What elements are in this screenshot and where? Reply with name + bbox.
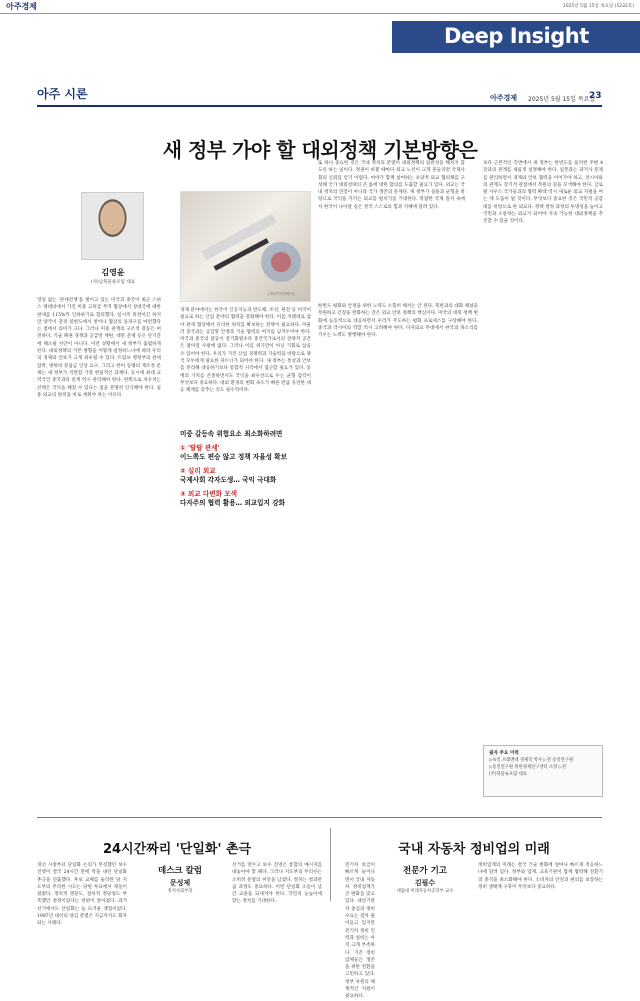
column-headline-left: 24시간짜리 '단일화' 촌극 [102,842,252,857]
issue-date: 2025년 5월 15일 목요일 [528,96,596,103]
highlight-lead: 미중 갈등속 위험요소 최소화하려면 [180,430,283,438]
highlight-text-3: 다자주의 협력 활용… 외교입지 강화 [180,499,285,507]
politics-globe-icon [181,192,312,303]
expert-author-affiliation: 대림대 미래자동차공학부 교수 [396,889,454,894]
highlight-text-2: 국제사회 각자도생… 국익 극대화 [180,476,277,484]
desk-author-name: 문성제 [169,879,191,887]
main-column-3: 한반도 평화와 안정을 위한 노력도 소홀히 해서는 안 된다. 북한과의 대화 채널을 복원하고 긴장을 완화하는 것은 외교 안보 정책의 핵심이다. 미국의 대북 정책 변화에 능동적으로 대응하면서 우리가 주도하는 평화 프로세스를 구상해야 한다. 중국과 러시아의 역할 역시 고려해야 한다. 다자외교 무대에서 한국의 목소리를 키우는 노력도 병행해야 한다. [318,304,478,339]
header-rule [37,105,602,107]
highlight-text-1: 이느쪽도 편승 않고 정책 자율성 확보 [180,453,288,461]
expert-column-label: 전문가 기고 [402,866,447,876]
desk-byline [135,878,225,901]
profile-line-3: (주)북물류포럼 대표 [489,772,527,778]
highlight-mark-1: ① '탈탈 관세' [180,444,220,452]
main-column-4: 또 하나 중요한 것은 국내 정치의 분열이 대외정책의 일관성을 해치지 않도록 하는 일이다. 정권이 바뀔 때마다 외교 노선이 크게 흔들리면 국제사회의 신뢰를 얻기 어렵다. 여야가 함께 참여하는 초당적 외교 협의체를 구성해 국가 대외전략의 큰 틀에 대한 합의를 도출할 필요가 있다. 외교는 국내 정치의 연장이 아니라 국가 생존의 문제다. 새 정부가 실용과 균형을 바탕으로 국익을 지키는 외교를 펼치기를 기대한다. 복잡한 국제 질서 속에서 한국이 나아갈 길은 결국 스스로의 힘과 지혜에 달려 있다. [318,161,465,210]
section-title: 아주 시론 [37,87,88,101]
profile-line-1: ▷독일 브레멘대 경제학 박사 ▷전 통일연구원 [489,758,574,764]
masthead [0,0,640,14]
left-column-2 [232,895,233,896]
masthead-date: 2025년 5월 15일 목요일 (5232호) [562,4,634,9]
highlight-box [180,430,311,508]
illustration-caption: [게티이미지뱅크] [268,292,295,296]
issue-brand: 아주경제 [490,94,518,102]
author-photo [81,192,144,260]
author-affiliation: (사)남북물류포럼 대표 [90,280,136,285]
illustration-image [180,191,311,302]
column-headline-right: 국내 자동차 정비업의 미래 [398,842,550,857]
left-column-1: 경선 시절부터 단일화 논의가 무성했던 보수 진영이 결국 24시간 만에 막을 내린 단일화 촌극을 연출했다. 후보 교체를 둘러싼 당 지도부의 무리한 시도는 당원 투표에서 제동이 걸렸다. 정치적 명분도, 절차적 정당성도 부족했던 결정이었다는 비판이 쏟아졌다. 과거 선거에서도 단일화는 늘 뜨거운 쟁점이었다. 1987년 대선의 양김 분열은 지금까지도 회자되는 사례다. [37,863,127,927]
author-profile-box [483,745,603,797]
expert-author-name: 김필수 [414,879,436,887]
column-divider [330,828,331,901]
author-name: 김영윤 [101,268,125,277]
right-column-3: 정비업계의 미래는 결국 기술 변화에 얼마나 빠르게 적응하느냐에 달려 있다. 정부와 업계, 교육기관이 함께 협력해 전환기의 충격을 최소화해야 한다. 소비자의 안전과 편의를 보장하는 정비 생태계 구축이 무엇보다 중요하다. [478,863,603,890]
main-column-1: 영일 없는 '관세전쟁'을 벌이고 있는 미국과 중국이 최근 스위스 제네바에서 가진 미중 고위급 무역 협상에서 상대국에 대한 관세를 115%씩 인하하기로 합의했다. 일시적 휴전이긴 하지만 양국이 강경 일변도에서 벗어나 협상의 돌파구를 마련했다는 점에서 의미가 크다. 그러나 미중 관계의 구조적 갈등은 여전하다. 기술 패권 경쟁과 공급망 재편, 대만 문제 등은 단기간에 해소될 사안이 아니다. 이런 상황에서 새 정부가 출범하게 된다. 대외정책의 기본 방향을 어떻게 설정하느냐에 따라 우리의 경제와 안보가 크게 좌우될 수 있다. 트럼프 행정부의 관세 압박, 방위비 분담금 인상 요구, 그리고 한미 동맹의 재조정 문제는 새 정부가 직면할 가장 현실적인 과제다. 동시에 최대 교역국인 중국과의 관계 역시 관리해야 한다. 한쪽으로 치우치는 선택은 국익을 해칠 수 있다는 점을 분명히 인식해야 한다. 실용 외교의 원칙을 바로 세워야 하는 이유다. [37,298,161,398]
right-column-2 [478,895,479,896]
desk-author-affiliation: 정치사회부장 [167,889,193,894]
desk-column-label: 데스크 칼럼 [157,866,202,876]
main-column-5: 보다 근본적인 측면에서 새 정부는 한반도를 둘러싼 주변 4강과의 관계를 새롭게 설정해야 한다. 일본과는 과거사 문제를 관리하면서 경제와 안보 협력을 이어가야 하고, 러시아와의 관계도 장기적 관점에서 복원의 길을 모색해야 한다. 글로벌 사우스 국가들과의 협력 확대 역시 새로운 외교 지평을 여는 데 도움이 될 것이다. 무엇보다 중요한 것은 국민적 공감대를 바탕으로 한 외교다. 정책 결정 과정의 투명성을 높이고 국민과 소통하는 외교가 되어야 지속 가능한 대외정책을 추진할 수 있을 것이다. [483,161,603,225]
profile-box-title: 필자 주요 이력 [489,751,519,756]
highlight-mark-2: ② 실리 외교 [180,467,216,475]
highlight-mark-3: ③ 외교 다변화 모색 [180,490,238,498]
section-divider [37,817,602,818]
right-column-1: 전기차 보급이 빠르게 늘어나면서 국내 자동차 정비업계가 큰 변화를 맞고 있다. 내연기관차 중심의 정비 수요는 점차 줄어들고 있지만 전기차 정비 인력과 설비는 아직 크게 부족하다. 기존 정비업체들은 생존을 위한 전환을 고민하고 있다. 정부 차원의 체계적인 지원이 필요하다. [345,863,375,1000]
main-headline: 새 정부 가야 할 대외정책 기본방향은 [162,138,478,162]
expert-byline [380,878,470,901]
page-number: 23 [589,91,602,101]
left-column-3: 선거를 앞두고 보수 진영은 통합의 메시지를 내놓아야 할 때다. 그러나 지도부의 무리수는 오히려 분열의 씨앗을 남겼다. 정치는 결과만큼 과정도 중요하다. 이번 단일화 소동이 남긴 교훈을 되새겨야 한다. 국민의 눈높이에 맞는 정치를 기대한다. [232,863,322,905]
deep-insight-title: Deep Insight [444,24,589,48]
main-column-2: 경제 분야에서는 한국이 인공지능과 반도체, 조선, 원전 등 미국이 필요로 하는 산업 분야의 협력을 강화해야 한다. 이를 지렛대로 삼아 관세 협상에서 유리한 위치를 확보하는 전략이 필요하다. 아울러 중국과는 공급망 안정과 기술 협력의 여지를 남겨두어야 한다. 미국과 중국의 갈등이 장기화될수록 중간국가로서의 전략적 공간은 좁아질 수밖에 없다. 그러나 이를 위기만이 아닌 기회로 삼을 수 있어야 한다. 우리가 가진 산업 경쟁력과 기술력을 바탕으로 양국 모두에게 필요한 파트너가 되어야 한다. 새 정부는 통상과 안보를 분리해 대응하기보다 통합적 시각에서 접근할 필요가 있다. 동맹의 가치를 존중하면서도 국익을 최우선으로 두는 균형 감각이 무엇보다 중요하다. 대외 환경의 변화 속도가 빠른 만큼 유연한 대응 체계를 갖추는 것도 필수적이다. [180,308,311,394]
profile-line-2: ▷통일연구원 북한경제연구센터 소장 ▷전 [489,765,567,771]
newspaper-logo: 아주경제 [6,2,37,11]
